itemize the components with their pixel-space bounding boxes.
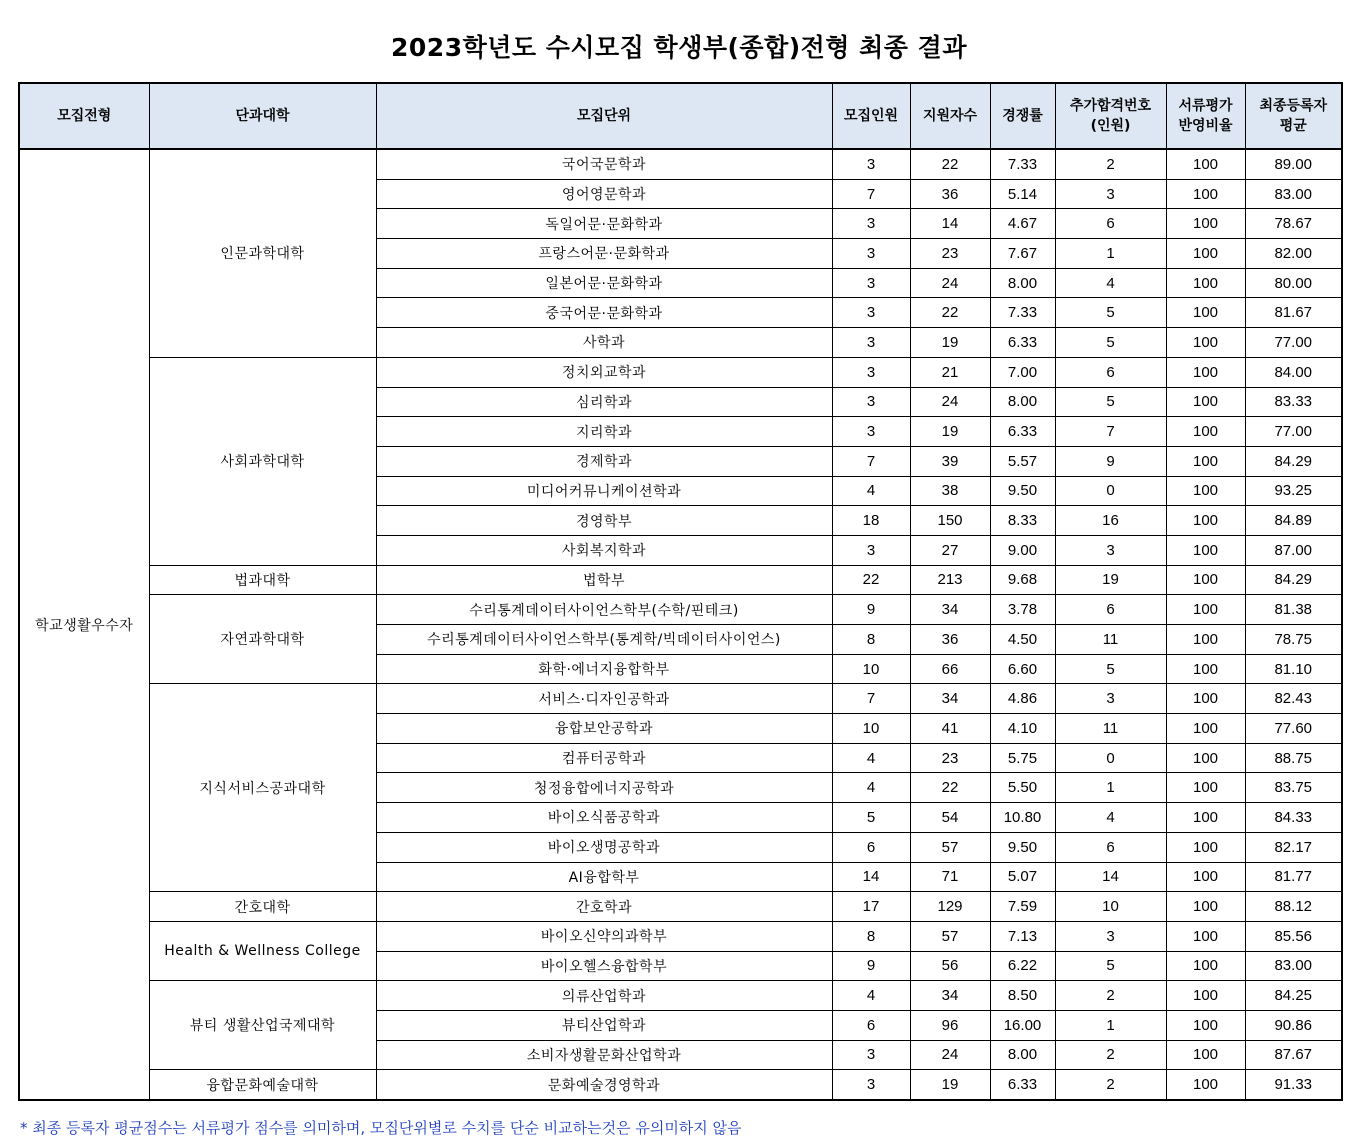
cell-doc: 100: [1166, 298, 1245, 328]
cell-quota: 10: [832, 654, 910, 684]
cell-quota: 10: [832, 714, 910, 744]
cell-college: 융합문화예술대학: [149, 1070, 376, 1100]
cell-extra: 11: [1055, 625, 1166, 655]
cell-extra: 2: [1055, 1070, 1166, 1100]
cell-extra: 3: [1055, 179, 1166, 209]
cell-ratio: 7.33: [990, 149, 1055, 179]
cell-avg: 82.43: [1245, 684, 1342, 714]
cell-unit: 간호학과: [376, 892, 832, 922]
cell-extra: 6: [1055, 357, 1166, 387]
cell-doc: 100: [1166, 743, 1245, 773]
cell-unit: 사학과: [376, 328, 832, 358]
cell-extra: 3: [1055, 921, 1166, 951]
cell-avg: 93.25: [1245, 476, 1342, 506]
cell-ratio: 16.00: [990, 1010, 1055, 1040]
cell-applicants: 19: [910, 417, 990, 447]
cell-unit: 융합보안공학과: [376, 714, 832, 744]
cell-doc: 100: [1166, 803, 1245, 833]
cell-quota: 9: [832, 951, 910, 981]
cell-avg: 81.77: [1245, 862, 1342, 892]
cell-unit: 바이오신약의과학부: [376, 921, 832, 951]
cell-quota: 7: [832, 446, 910, 476]
cell-doc: 100: [1166, 357, 1245, 387]
header-extra-line2: (인원): [1090, 118, 1131, 134]
cell-unit: 청정융합에너지공학과: [376, 773, 832, 803]
table-body: [19, 149, 1342, 1100]
cell-applicants: 36: [910, 625, 990, 655]
cell-avg: 84.25: [1245, 981, 1342, 1011]
cell-applicants: 34: [910, 595, 990, 625]
cell-quota: 7: [832, 684, 910, 714]
cell-applicants: 22: [910, 149, 990, 179]
cell-unit: 영어영문학과: [376, 179, 832, 209]
cell-ratio: 9.50: [990, 476, 1055, 506]
cell-avg: 89.00: [1245, 149, 1342, 179]
cell-ratio: 7.67: [990, 239, 1055, 269]
cell-ratio: 7.33: [990, 298, 1055, 328]
cell-doc: 100: [1166, 654, 1245, 684]
header-applicants: 지원자수: [910, 83, 990, 149]
cell-unit: 수리통계데이터사이언스학부(수학/핀테크): [376, 595, 832, 625]
header-avg-line1: 최종등록자: [1259, 98, 1328, 114]
cell-avg: 81.38: [1245, 595, 1342, 625]
cell-quota: 3: [832, 1040, 910, 1070]
header-avg: [1245, 83, 1342, 149]
cell-college: 사회과학대학: [149, 357, 376, 565]
cell-unit: 소비자생활문화산업학과: [376, 1040, 832, 1070]
table-row: [19, 892, 1342, 922]
cell-doc: 100: [1166, 239, 1245, 269]
cell-extra: 10: [1055, 892, 1166, 922]
cell-applicants: 24: [910, 387, 990, 417]
cell-extra: 3: [1055, 535, 1166, 565]
cell-ratio: 7.59: [990, 892, 1055, 922]
cell-extra: 2: [1055, 149, 1166, 179]
cell-doc: 100: [1166, 684, 1245, 714]
cell-avg: 84.89: [1245, 506, 1342, 536]
cell-unit: 국어국문학과: [376, 149, 832, 179]
cell-ratio: 3.78: [990, 595, 1055, 625]
cell-unit: 바이오생명공학과: [376, 832, 832, 862]
cell-quota: 3: [832, 239, 910, 269]
footnote: * 최종 등록자 평균점수는 서류평가 점수를 의미하며, 모집단위별로 수치를 단순 비교하는것은 유의미하지 않음: [20, 1119, 742, 1137]
cell-quota: 5: [832, 803, 910, 833]
table-row: [19, 921, 1342, 951]
cell-applicants: 57: [910, 832, 990, 862]
cell-extra: 6: [1055, 209, 1166, 239]
cell-quota: 18: [832, 506, 910, 536]
cell-ratio: 6.60: [990, 654, 1055, 684]
cell-avg: 83.33: [1245, 387, 1342, 417]
cell-extra: 6: [1055, 832, 1166, 862]
cell-college: 지식서비스공과대학: [149, 684, 376, 892]
cell-unit: AI융합학부: [376, 862, 832, 892]
cell-applicants: 34: [910, 684, 990, 714]
cell-doc: 100: [1166, 328, 1245, 358]
cell-applicants: 39: [910, 446, 990, 476]
cell-extra: 0: [1055, 743, 1166, 773]
cell-applicants: 57: [910, 921, 990, 951]
cell-extra: 1: [1055, 773, 1166, 803]
cell-avg: 91.33: [1245, 1070, 1342, 1100]
cell-applicants: 71: [910, 862, 990, 892]
header-track: 모집전형: [19, 83, 149, 149]
cell-extra: 4: [1055, 803, 1166, 833]
cell-ratio: 5.75: [990, 743, 1055, 773]
cell-doc: 100: [1166, 149, 1245, 179]
cell-ratio: 8.00: [990, 1040, 1055, 1070]
cell-extra: 2: [1055, 1040, 1166, 1070]
cell-applicants: 34: [910, 981, 990, 1011]
header-doc-line2: 반영비율: [1178, 118, 1233, 134]
cell-doc: 100: [1166, 921, 1245, 951]
cell-extra: 9: [1055, 446, 1166, 476]
cell-quota: 3: [832, 149, 910, 179]
cell-doc: 100: [1166, 565, 1245, 595]
cell-doc: 100: [1166, 506, 1245, 536]
table-row: [19, 565, 1342, 595]
cell-applicants: 24: [910, 268, 990, 298]
cell-extra: 0: [1055, 476, 1166, 506]
cell-doc: 100: [1166, 625, 1245, 655]
header-doc-line1: 서류평가: [1178, 98, 1233, 114]
cell-ratio: 4.50: [990, 625, 1055, 655]
page-title: 2023학년도 수시모집 학생부(종합)전형 최종 결과: [391, 33, 967, 62]
cell-doc: 100: [1166, 417, 1245, 447]
cell-unit: 수리통계데이터사이언스학부(통계학/빅데이터사이언스): [376, 625, 832, 655]
cell-doc: 100: [1166, 179, 1245, 209]
header-extra: [1055, 83, 1166, 149]
cell-unit: 지리학과: [376, 417, 832, 447]
header-college: 단과대학: [149, 83, 376, 149]
cell-doc: 100: [1166, 892, 1245, 922]
cell-unit: 바이오헬스융합학부: [376, 951, 832, 981]
cell-avg: 82.00: [1245, 239, 1342, 269]
cell-doc: 100: [1166, 446, 1245, 476]
cell-unit: 바이오식품공학과: [376, 803, 832, 833]
cell-extra: 5: [1055, 951, 1166, 981]
cell-unit: 프랑스어문·문화학과: [376, 239, 832, 269]
cell-doc: 100: [1166, 1010, 1245, 1040]
cell-unit: 경영학부: [376, 506, 832, 536]
cell-avg: 84.00: [1245, 357, 1342, 387]
cell-avg: 88.75: [1245, 743, 1342, 773]
cell-ratio: 10.80: [990, 803, 1055, 833]
cell-avg: 81.67: [1245, 298, 1342, 328]
cell-avg: 77.00: [1245, 417, 1342, 447]
cell-ratio: 6.33: [990, 1070, 1055, 1100]
cell-extra: 5: [1055, 654, 1166, 684]
cell-extra: 19: [1055, 565, 1166, 595]
cell-college: 간호대학: [149, 892, 376, 922]
cell-extra: 14: [1055, 862, 1166, 892]
cell-quota: 22: [832, 565, 910, 595]
cell-applicants: 24: [910, 1040, 990, 1070]
cell-ratio: 4.67: [990, 209, 1055, 239]
header-unit: 모집단위: [376, 83, 832, 149]
cell-doc: 100: [1166, 387, 1245, 417]
header-doc: [1166, 83, 1245, 149]
cell-avg: 87.67: [1245, 1040, 1342, 1070]
cell-extra: 2: [1055, 981, 1166, 1011]
cell-applicants: 36: [910, 179, 990, 209]
cell-ratio: 8.00: [990, 387, 1055, 417]
cell-extra: 11: [1055, 714, 1166, 744]
cell-extra: 16: [1055, 506, 1166, 536]
cell-ratio: 5.07: [990, 862, 1055, 892]
cell-extra: 7: [1055, 417, 1166, 447]
header-avg-line2: 평균: [1279, 118, 1307, 134]
cell-unit: 심리학과: [376, 387, 832, 417]
cell-extra: 5: [1055, 328, 1166, 358]
cell-avg: 82.17: [1245, 832, 1342, 862]
cell-ratio: 8.00: [990, 268, 1055, 298]
cell-unit: 의류산업학과: [376, 981, 832, 1011]
table-row: [19, 981, 1342, 1011]
table-row: [19, 1070, 1342, 1100]
cell-applicants: 41: [910, 714, 990, 744]
cell-applicants: 213: [910, 565, 990, 595]
cell-doc: 100: [1166, 1070, 1245, 1100]
cell-avg: 78.67: [1245, 209, 1342, 239]
cell-quota: 3: [832, 357, 910, 387]
table-row: [19, 149, 1342, 179]
results-table: [18, 82, 1343, 1101]
cell-ratio: 6.33: [990, 328, 1055, 358]
cell-ratio: 8.33: [990, 506, 1055, 536]
cell-doc: 100: [1166, 862, 1245, 892]
cell-quota: 3: [832, 328, 910, 358]
cell-quota: 8: [832, 921, 910, 951]
cell-applicants: 21: [910, 357, 990, 387]
table-row: [19, 595, 1342, 625]
cell-doc: 100: [1166, 268, 1245, 298]
cell-extra: 1: [1055, 239, 1166, 269]
cell-quota: 6: [832, 832, 910, 862]
cell-unit: 컴퓨터공학과: [376, 743, 832, 773]
cell-doc: 100: [1166, 1040, 1245, 1070]
header-row: [19, 83, 1342, 149]
cell-ratio: 4.86: [990, 684, 1055, 714]
cell-doc: 100: [1166, 832, 1245, 862]
table-row: [19, 684, 1342, 714]
header-ratio: 경쟁률: [990, 83, 1055, 149]
cell-quota: 7: [832, 179, 910, 209]
cell-applicants: 54: [910, 803, 990, 833]
cell-doc: 100: [1166, 714, 1245, 744]
cell-avg: 88.12: [1245, 892, 1342, 922]
cell-avg: 83.00: [1245, 179, 1342, 209]
cell-unit: 사회복지학과: [376, 535, 832, 565]
cell-ratio: 5.50: [990, 773, 1055, 803]
cell-avg: 83.75: [1245, 773, 1342, 803]
cell-avg: 77.60: [1245, 714, 1342, 744]
cell-unit: 경제학과: [376, 446, 832, 476]
cell-doc: 100: [1166, 981, 1245, 1011]
cell-avg: 84.33: [1245, 803, 1342, 833]
cell-extra: 4: [1055, 268, 1166, 298]
cell-college: Health & Wellness College: [149, 921, 376, 980]
cell-quota: 3: [832, 417, 910, 447]
cell-applicants: 22: [910, 298, 990, 328]
cell-quota: 8: [832, 625, 910, 655]
cell-unit: 독일어문·문화학과: [376, 209, 832, 239]
cell-avg: 83.00: [1245, 951, 1342, 981]
cell-quota: 4: [832, 773, 910, 803]
cell-doc: 100: [1166, 773, 1245, 803]
cell-applicants: 22: [910, 773, 990, 803]
cell-avg: 85.56: [1245, 921, 1342, 951]
cell-ratio: 9.68: [990, 565, 1055, 595]
cell-applicants: 14: [910, 209, 990, 239]
cell-quota: 4: [832, 743, 910, 773]
cell-ratio: 6.33: [990, 417, 1055, 447]
cell-unit: 뷰티산업학과: [376, 1010, 832, 1040]
cell-quota: 3: [832, 387, 910, 417]
header-quota: 모집인원: [832, 83, 910, 149]
cell-quota: 3: [832, 209, 910, 239]
cell-avg: 84.29: [1245, 446, 1342, 476]
cell-applicants: 96: [910, 1010, 990, 1040]
cell-college: 법과대학: [149, 565, 376, 595]
cell-avg: 78.75: [1245, 625, 1342, 655]
cell-avg: 90.86: [1245, 1010, 1342, 1040]
header-extra-line1: 추가합격번호: [1069, 98, 1152, 114]
cell-quota: 9: [832, 595, 910, 625]
cell-quota: 17: [832, 892, 910, 922]
cell-quota: 3: [832, 298, 910, 328]
cell-ratio: 8.50: [990, 981, 1055, 1011]
table-row: [19, 357, 1342, 387]
cell-extra: 5: [1055, 298, 1166, 328]
cell-applicants: 38: [910, 476, 990, 506]
cell-quota: 3: [832, 535, 910, 565]
cell-unit: 화학·에너지융합학부: [376, 654, 832, 684]
cell-avg: 81.10: [1245, 654, 1342, 684]
cell-extra: 3: [1055, 684, 1166, 714]
cell-doc: 100: [1166, 209, 1245, 239]
cell-college: 인문과학대학: [149, 149, 376, 357]
cell-doc: 100: [1166, 595, 1245, 625]
cell-ratio: 9.50: [990, 832, 1055, 862]
cell-extra: 1: [1055, 1010, 1166, 1040]
cell-track: 학교생활우수자: [19, 149, 149, 1100]
cell-ratio: 7.00: [990, 357, 1055, 387]
cell-applicants: 150: [910, 506, 990, 536]
cell-avg: 77.00: [1245, 328, 1342, 358]
cell-doc: 100: [1166, 535, 1245, 565]
cell-avg: 84.29: [1245, 565, 1342, 595]
cell-quota: 4: [832, 476, 910, 506]
cell-ratio: 5.14: [990, 179, 1055, 209]
cell-extra: 5: [1055, 387, 1166, 417]
cell-ratio: 4.10: [990, 714, 1055, 744]
cell-college: 자연과학대학: [149, 595, 376, 684]
cell-applicants: 23: [910, 239, 990, 269]
cell-college: 뷰티 생활산업국제대학: [149, 981, 376, 1070]
cell-unit: 서비스·디자인공학과: [376, 684, 832, 714]
cell-doc: 100: [1166, 951, 1245, 981]
cell-applicants: 129: [910, 892, 990, 922]
cell-ratio: 9.00: [990, 535, 1055, 565]
cell-applicants: 66: [910, 654, 990, 684]
cell-unit: 정치외교학과: [376, 357, 832, 387]
cell-quota: 6: [832, 1010, 910, 1040]
cell-applicants: 19: [910, 328, 990, 358]
cell-quota: 3: [832, 268, 910, 298]
cell-ratio: 5.57: [990, 446, 1055, 476]
cell-quota: 3: [832, 1070, 910, 1100]
cell-unit: 일본어문·문화학과: [376, 268, 832, 298]
cell-ratio: 6.22: [990, 951, 1055, 981]
cell-doc: 100: [1166, 476, 1245, 506]
cell-unit: 문화예술경영학과: [376, 1070, 832, 1100]
cell-applicants: 27: [910, 535, 990, 565]
cell-ratio: 7.13: [990, 921, 1055, 951]
cell-avg: 87.00: [1245, 535, 1342, 565]
cell-extra: 6: [1055, 595, 1166, 625]
cell-applicants: 56: [910, 951, 990, 981]
cell-quota: 4: [832, 981, 910, 1011]
cell-quota: 14: [832, 862, 910, 892]
cell-unit: 중국어문·문화학과: [376, 298, 832, 328]
cell-applicants: 19: [910, 1070, 990, 1100]
cell-unit: 미디어커뮤니케이션학과: [376, 476, 832, 506]
cell-avg: 80.00: [1245, 268, 1342, 298]
cell-unit: 법학부: [376, 565, 832, 595]
cell-applicants: 23: [910, 743, 990, 773]
